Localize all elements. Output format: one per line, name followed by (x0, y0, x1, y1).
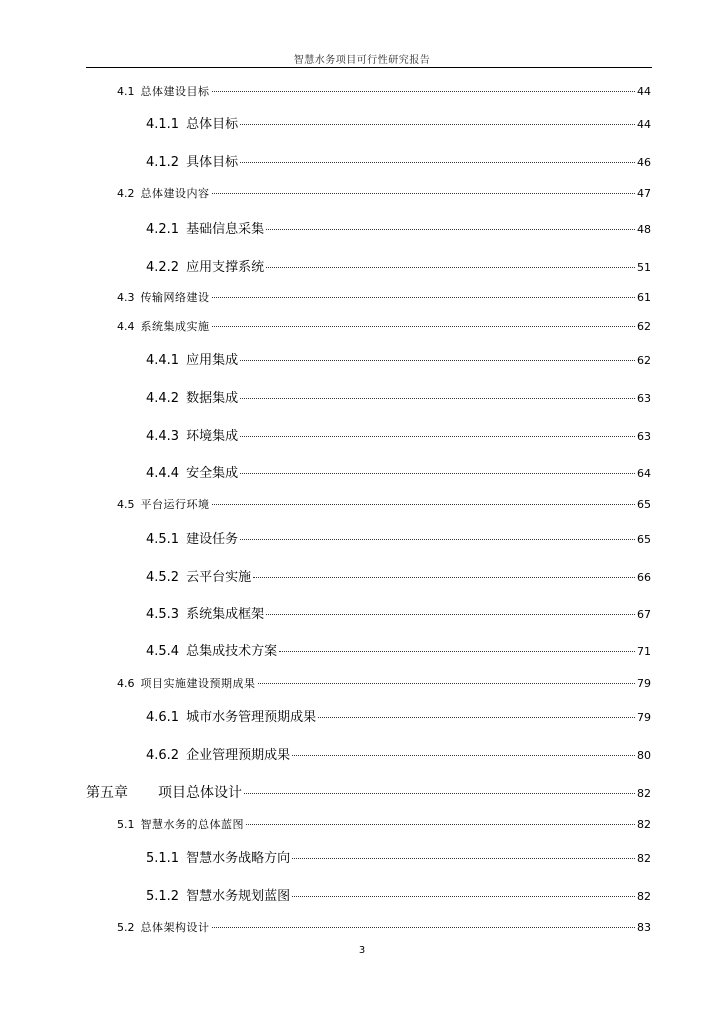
toc-dot-leader (266, 267, 635, 268)
toc-entry-page: 47 (637, 187, 651, 200)
toc-dot-leader (253, 577, 635, 578)
toc-entry[interactable] (0, 816, 724, 832)
toc-entry-page: 82 (637, 818, 651, 831)
toc-dot-leader (240, 539, 635, 540)
toc-entry-number: 第五章 (86, 785, 128, 801)
toc-entry-page: 83 (637, 921, 651, 934)
toc-entry-number: 5.1 (117, 818, 135, 831)
toc-dot-leader (292, 755, 635, 756)
toc-entry-number: 4.5.1 (146, 532, 180, 547)
toc-entry-page: 46 (637, 156, 651, 169)
toc-entry-page: 66 (637, 571, 651, 584)
toc-entry[interactable] (0, 640, 724, 659)
toc-dot-leader (266, 614, 635, 615)
toc-entry[interactable] (0, 462, 724, 481)
toc-dot-leader (292, 896, 635, 897)
toc-dot-leader (212, 927, 636, 928)
toc-entry-page: 51 (637, 261, 651, 274)
toc-entry[interactable] (0, 706, 724, 725)
toc-entry-title: 智慧水务的总体蓝图 (140, 818, 244, 831)
toc-entry-number: 4.1.1 (146, 117, 180, 132)
toc-entry-title: 系统集成实施 (140, 320, 210, 333)
toc-dot-leader (258, 683, 636, 684)
toc-entry-page: 48 (637, 223, 651, 236)
toc-dot-leader (244, 793, 635, 794)
toc-entry-number: 4.6.1 (146, 710, 180, 725)
toc-entry-page: 82 (637, 852, 651, 865)
toc-entry[interactable] (0, 566, 724, 585)
toc-dot-leader (212, 326, 636, 327)
toc-entry-title: 环境集成 (186, 429, 239, 444)
toc-entry[interactable] (0, 919, 724, 935)
toc-entry-number: 4.4.3 (146, 429, 180, 444)
toc-entry-page: 82 (637, 890, 651, 903)
toc-entry-page: 62 (637, 354, 651, 367)
toc-dot-leader (318, 717, 635, 718)
toc-entry-number: 4.5.3 (146, 607, 180, 622)
toc-entry-number: 4.5 (117, 498, 135, 511)
toc-entry-title: 建设任务 (186, 532, 239, 547)
toc-entry-title: 总体架构设计 (140, 921, 210, 934)
toc-entry[interactable] (0, 744, 724, 763)
toc-entry-number: 4.4.1 (146, 353, 180, 368)
toc-entry[interactable] (0, 603, 724, 622)
toc-entry-page: 64 (637, 467, 651, 480)
header-rule (86, 67, 652, 68)
toc-entry-title: 项目总体设计 (158, 785, 242, 801)
toc-entry[interactable] (0, 425, 724, 444)
toc-entry-title: 应用集成 (186, 353, 239, 368)
toc-entry[interactable] (0, 847, 724, 866)
toc-entry[interactable] (0, 349, 724, 368)
toc-entry-page: 63 (637, 392, 651, 405)
toc-dot-leader (212, 504, 636, 505)
toc-entry-number: 5.2 (117, 921, 135, 934)
toc-entry-page: 71 (637, 645, 651, 658)
toc-entry-title: 传输网络建设 (140, 291, 210, 304)
toc-entry[interactable] (0, 318, 724, 334)
toc-entry-title: 系统集成框架 (186, 607, 265, 622)
toc-entry[interactable] (0, 256, 724, 275)
toc-entry-title: 基础信息采集 (186, 222, 265, 237)
toc-entry-page: 65 (637, 498, 651, 511)
toc-entry-number: 4.4 (117, 320, 135, 333)
toc-entry-number: 4.2.1 (146, 222, 180, 237)
toc-entry-title: 数据集成 (186, 391, 239, 406)
toc-dot-leader (240, 124, 635, 125)
toc-entry-number: 5.1.2 (146, 889, 180, 904)
document-header-title: 智慧水务项目可行性研究报告 (293, 55, 431, 66)
toc-entry-title: 应用支撑系统 (186, 260, 265, 275)
toc-dot-leader (240, 436, 635, 437)
toc-entry-page: 79 (637, 711, 651, 724)
toc-dot-leader (240, 162, 635, 163)
toc-entry-number: 4.4.4 (146, 466, 180, 481)
toc-dot-leader (266, 229, 635, 230)
toc-dot-leader (240, 360, 635, 361)
toc-dot-leader (212, 193, 636, 194)
toc-entry-page: 44 (637, 118, 651, 131)
toc-entry-title: 具体目标 (186, 155, 239, 170)
toc-entry-page: 44 (637, 85, 651, 98)
toc-entry[interactable] (0, 782, 724, 802)
toc-entry-page: 82 (637, 787, 651, 800)
toc-entry-page: 67 (637, 608, 651, 621)
toc-entry[interactable] (0, 675, 724, 691)
toc-entry-page: 79 (637, 677, 651, 690)
toc-entry[interactable] (0, 185, 724, 201)
toc-entry-title: 平台运行环境 (140, 498, 210, 511)
toc-entry-number: 5.1.1 (146, 851, 180, 866)
toc-entry-number: 4.5.4 (146, 644, 180, 659)
toc-entry-number: 4.3 (117, 291, 135, 304)
toc-entry[interactable] (0, 387, 724, 406)
toc-dot-leader (292, 858, 635, 859)
toc-entry-title: 安全集成 (186, 466, 239, 481)
toc-entry-title: 总体建设内容 (140, 187, 210, 200)
toc-entry[interactable] (0, 885, 724, 904)
toc-entry-title: 智慧水务战略方向 (186, 851, 291, 866)
toc-entry-title: 智慧水务规划蓝图 (186, 889, 291, 904)
toc-entry-page: 63 (637, 430, 651, 443)
toc-entry-number: 4.2 (117, 187, 135, 200)
toc-entry-page: 65 (637, 533, 651, 546)
toc-entry-title: 企业管理预期成果 (186, 748, 291, 763)
toc-entry-number: 4.2.2 (146, 260, 180, 275)
toc-entry-title: 城市水务管理预期成果 (186, 710, 317, 725)
toc-dot-leader (240, 398, 635, 399)
toc-entry-number: 4.6.2 (146, 748, 180, 763)
toc-entry-page: 62 (637, 320, 651, 333)
toc-entry-number: 4.5.2 (146, 570, 180, 585)
toc-entry-number: 4.1 (117, 85, 135, 98)
toc-entry[interactable] (0, 218, 724, 237)
toc-entry-number: 4.4.2 (146, 391, 180, 406)
toc-dot-leader (212, 297, 636, 298)
toc-dot-leader (279, 651, 635, 652)
toc-entry-number: 4.6 (117, 677, 135, 690)
page-number: 3 (358, 945, 366, 956)
toc-entry[interactable] (0, 113, 724, 132)
toc-dot-leader (240, 473, 635, 474)
toc-entry-page: 61 (637, 291, 651, 304)
toc-dot-leader (246, 824, 635, 825)
toc-entry-title: 云平台实施 (186, 570, 252, 585)
toc-entry-number: 4.1.2 (146, 155, 180, 170)
toc-entry[interactable] (0, 151, 724, 170)
toc-dot-leader (212, 91, 636, 92)
toc-entry[interactable] (0, 289, 724, 305)
toc-entry-title: 总集成技术方案 (186, 644, 278, 659)
toc-entry-title: 总体建设目标 (140, 85, 210, 98)
toc-entry-title: 总体目标 (186, 117, 239, 132)
toc-entry[interactable] (0, 496, 724, 512)
toc-entry-page: 80 (637, 749, 651, 762)
toc-entry[interactable] (0, 528, 724, 547)
toc-entry[interactable] (0, 83, 724, 99)
toc-entry-title: 项目实施建设预期成果 (140, 677, 256, 690)
